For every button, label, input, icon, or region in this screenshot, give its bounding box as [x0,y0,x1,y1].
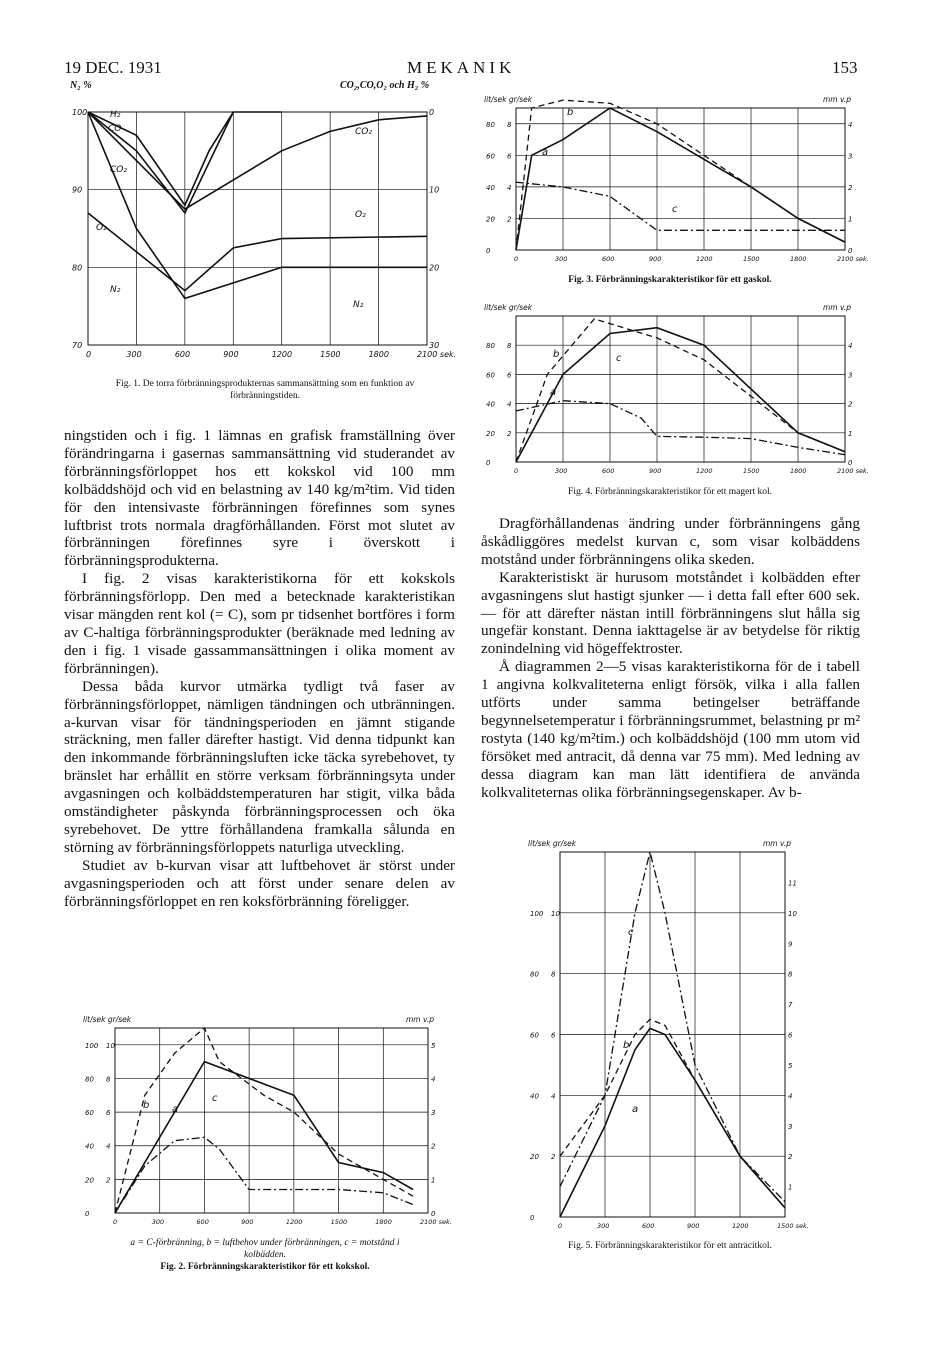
fig5-gr-tick: 8 [551,970,556,979]
fig5-lit-tick: 60 [530,1031,539,1040]
left-paragraph: I fig. 2 visas karakteristikorna för ett kokskols förbränningsförlopp. Den med a betecknade karakteristikan visar mängden rent kol (= C), som pr tidsenhet bortföres i form av C-haltiga förbränningsprodukter (beräknade med ledning av den i fig. 1 visade gassammansättningen i olika moment av förbränningen). [64,570,455,677]
fig5-series-a [560,1028,785,1217]
fig1-curve-label: H₂ [110,110,121,120]
fig2-caption-number: Fig. 2. [160,1262,186,1272]
fig4-x-tick: 300 [555,467,568,475]
fig5-gr-tick: 6 [551,1031,556,1040]
fig5-curve-label: a [632,1104,639,1115]
fig1-left-axis-title: N₂ % [70,80,92,91]
fig4-curve-label: c [616,353,622,364]
fig1-x-tick: 2100 sek. [417,350,457,359]
fig4-mm-tick: 4 [848,342,853,351]
fig3-lit-tick: 20 [486,215,495,224]
fig4-series-a [516,328,845,462]
fig1-right-tick: 10 [429,185,440,195]
fig4-lit-tick: 0 [486,459,491,467]
fig4-mm-tick: 0 [848,459,853,467]
fig2-mm-tick: 0 [431,1210,436,1218]
fig1-x-tick: 1200 [271,350,293,359]
fig5-caption: Förbränningskarakteristikor för ett antracitkol. [595,1241,772,1251]
fig2-frame [115,1028,428,1213]
fig3-gr-tick: 6 [507,152,512,161]
fig5-curve-label: c [628,927,634,938]
fig4-lit-tick: 60 [486,371,495,380]
fig2-ylabel-left: lit/sek gr/sek [83,1015,132,1024]
fig4-curve-label: b [553,349,560,360]
fig3-mm-tick: 1 [848,215,853,224]
fig1-curve-label: CO [108,124,122,134]
fig4-mm-tick: 3 [848,371,853,380]
fig1-left-tick: 100 [72,108,88,117]
fig4-ylabel-left: lit/sek gr/sek [484,303,533,312]
fig3-x-tick: 1500 [743,255,760,263]
fig5-gr-tick: 10 [551,909,560,918]
fig1-x-tick: 300 [126,350,142,359]
fig3-lit-tick: 0 [486,247,491,255]
fig2-x-tick: 1800 [375,1218,392,1226]
fig2-gr-tick: 8 [106,1075,111,1084]
fig5-mm-tick: 4 [788,1092,793,1101]
header-page-number: 153 [832,58,858,77]
fig1-x-tick: 600 [174,350,191,359]
fig1-right-tick: 20 [429,263,440,273]
header-journal: MEKANIK [407,58,516,77]
fig4-x-tick: 1800 [790,467,807,475]
fig4-gr-tick: 6 [507,371,512,380]
fig2-caption: Förbränningskarakteristikor för ett kokskol. [187,1262,370,1272]
fig5-mm-tick: 6 [788,1031,793,1040]
fig4-gr-tick: 4 [507,400,512,409]
fig5-mm-tick: 10 [788,909,797,918]
fig2-caption-legend: a = C-förbränning, b = luftbehov under förbränningen, c = motstånd i kolbädden. [130,1238,400,1260]
fig4-x-tick: 900 [649,467,662,475]
fig4-gr-tick: 8 [507,342,512,351]
fig3-gr-tick: 8 [507,120,512,129]
fig1-curve-label: O₂ [355,210,366,220]
fig5-ylabel-right: mm v.p [763,839,791,848]
fig2-mm-tick: 5 [431,1041,436,1050]
fig1-right-axis-title: CO₂,CO,O₂ och H₂ % [340,80,430,91]
left-paragraph: Studiet av b-kurvan visar att luftbehovet är störst under avgasningsperioden och att först under senare delen av förbränningsförloppet en ren koksförbränning föreligger. [64,856,455,910]
fig1-right-tick: 30 [429,341,440,350]
fig3-x-tick: 2100 sek. [837,255,869,263]
fig2-mm-tick: 3 [431,1109,436,1118]
fig4-curve-label: a [550,387,557,398]
fig4-x-tick: 600 [602,467,615,475]
fig1-x-tick: 900 [223,350,239,359]
fig3-series-a [516,108,845,250]
fig2-x-tick: 0 [113,1218,118,1226]
fig2-x-tick: 600 [196,1218,209,1226]
fig3-x-tick: 1200 [696,255,713,263]
fig4-series-c [516,401,845,455]
fig2-gr-tick: 2 [106,1176,111,1185]
fig5-mm-tick: 7 [788,1001,793,1010]
fig2-x-tick: 300 [151,1218,165,1226]
fig1-x-tick: 1500 [320,350,341,359]
fig2-x-tick: 1200 [285,1218,303,1226]
fig5-lit-tick: 100 [530,909,544,918]
fig3-caption: Förbränningskarakteristikor för ett gaskol. [595,275,772,285]
fig3-mm-tick: 3 [848,152,853,161]
fig2-gr-tick: 4 [106,1142,111,1151]
fig5-x-tick: 600 [642,1222,655,1230]
fig3-lit-tick: 40 [486,183,495,192]
right-paragraph: Karakteristiskt är hurusom motståndet i kolbädden efter avgasningens slut hastigt sjunker — i detta fall efter 600 sek. — för att därefter nästan intill förbränningens slut hålla sig ungefär konstant. Denna iakttagelse är av betydelse för riktig zonindelning vid högeffektroster. [481,568,860,658]
fig2-x-tick: 1500 [330,1218,348,1226]
fig3-x-tick: 0 [514,255,519,263]
fig2-mm-tick: 2 [431,1142,436,1151]
fig2-curve-label: c [212,1093,218,1104]
fig1-curve-label: CO₂ [110,165,127,175]
fig3-mm-tick: 4 [848,120,853,129]
fig4-lit-tick: 80 [486,342,495,351]
right-paragraph: Å diagrammen 2—5 visas karakteristikorna för de i tabell 1 angivna kolkvaliteterna enligt försök, vilka i alla fallen utförts under samma betingelser beträffande begynnelsetemperatur i förbränningsrummet, belastning pr m² rostyta (140 kg/m²tim.) och kolbäddshöjd (100 mm utom vid försöket med antracit, då denna var 75 mm). Med ledning av dessa diagram kan man lätt identifiera de använda kolkvaliteternas olika förbränningsegenskaper. Av b- [481,658,860,801]
fig2-lit-tick: 60 [85,1109,94,1118]
fig5-mm-tick: 5 [788,1061,793,1070]
fig3-x-tick: 300 [555,255,568,263]
fig3-series-c [516,182,845,230]
left-paragraph: ningstiden och i fig. 1 lämnas en grafisk framställning över förändringarna i gasernas sammansättning vid studerandet av förbränningsförloppet hos ett kokskol vid 100 mm kolbäddshöjd och vid en belastning av 140 kg/m²tim. Vid tiden för den intensivaste förbränningen förefinnes som synes luftbrist trots normala dragförhållanden. Först mot slutet av förbränningen förefinnes syre i överskott i förbränningsprodukterna. [64,427,455,570]
fig2-x-tick: 900 [241,1218,254,1226]
fig5-x-tick: 0 [558,1222,563,1230]
fig2-mm-tick: 4 [431,1075,436,1084]
fig5-lit-tick: 0 [530,1214,535,1222]
fig2-lit-tick: 40 [85,1142,94,1151]
fig4-x-tick: 2100 sek. [837,467,869,475]
fig5-ylabel-left: lit/sek gr/sek [528,839,577,848]
fig1-curve-label: O₂ [96,223,107,233]
fig5-mm-tick: 9 [788,940,793,949]
fig3-curve-label: a [542,147,549,158]
fig5-mm-tick: 1 [788,1183,793,1192]
fig2-lit-tick: 80 [85,1075,94,1084]
fig2-x-tick: 2100 sek. [420,1218,452,1226]
fig1-right-tick: 0 [429,108,435,117]
fig2-gr-tick: 10 [106,1041,115,1050]
fig4-caption-number: Fig. 4. [568,487,593,497]
fig3-x-tick: 900 [649,255,662,263]
fig1-x-tick: 0 [86,350,92,359]
fig2-mm-tick: 1 [431,1176,436,1185]
right-paragraph: Dragförhållandenas ändring under förbränningens gång åskådliggöres medelst kurvan c, som visar kolbäddens motstånd under förbränningens olika skeden. [481,515,860,568]
fig4-x-tick: 0 [514,467,519,475]
fig3-lit-tick: 80 [486,120,495,129]
fig1-curve-label: CO₂ [355,127,372,137]
fig3-curve-label: b [567,107,574,118]
fig3-frame [516,108,845,250]
fig3-ylabel-right: mm v.p [823,95,851,104]
fig1-left-tick: 80 [72,263,83,273]
fig1-curve-label: N₂ [110,285,121,295]
fig2-lit-tick: 0 [85,1210,90,1218]
fig4-caption: Förbränningskarakteristikor för ett magert kol. [594,487,772,497]
fig1-caption-number: Fig. 1. [115,379,141,389]
fig4-frame [516,316,845,462]
fig4-mm-tick: 2 [848,400,853,409]
fig3-curve-label: c [672,204,678,215]
fig1-left-tick: 90 [72,185,83,195]
fig5-series-b [560,1019,785,1208]
fig5-mm-tick: 3 [788,1122,793,1131]
fig4-gr-tick: 2 [507,429,512,438]
fig3-x-tick: 1800 [790,255,807,263]
fig2-curve-label: a [172,1104,179,1115]
fig1-left-tick: 70 [72,341,83,350]
fig5-lit-tick: 80 [530,970,539,979]
fig4-lit-tick: 40 [486,400,495,409]
fig3-series-b [516,100,845,250]
fig5-mm-tick: 11 [788,879,797,888]
fig3-mm-tick: 2 [848,183,853,192]
fig4-x-tick: 1200 [696,467,713,475]
fig3-gr-tick: 4 [507,183,512,192]
fig5-gr-tick: 4 [551,1092,556,1101]
fig4-lit-tick: 20 [486,429,495,438]
fig5-lit-tick: 40 [530,1092,539,1101]
fig3-gr-tick: 2 [507,215,512,224]
fig5-gr-tick: 2 [551,1153,556,1162]
fig5-x-tick: 1500 sek. [777,1222,809,1230]
left-paragraph: Dessa båda kurvor utmärka tydligt två faser av förbränningsförloppet, nämligen tändningen och utbränningen. a-kurvan visar för tändningsperioden en jämnt stigande sträckning, men faller därefter hastigt. Vid denna tidpunkt kan den inkommande förbränningsluften icke täcka syrebehovet, ty bränslet har erhållit en större verksam förbränningsyta under avgasningen och kolbäddstemperaturen har stigit, vilka båda omständigheter påskynda förbränningsprocessen och öka syrebehovet. De yttre förhållandena framkalla sålunda en störning av förbränningsförloppets naturliga utveckling. [64,677,455,856]
fig1-curve-label: N₂ [353,300,364,310]
fig2-curve-label: b [143,1100,150,1111]
fig4-ylabel-right: mm v.p [823,303,851,312]
fig4-series-b [516,319,845,462]
fig3-x-tick: 600 [602,255,615,263]
fig5-lit-tick: 20 [530,1153,539,1162]
fig4-x-tick: 1500 [743,467,760,475]
header-date: 19 DEC. 1931 [64,58,162,77]
fig2-gr-tick: 6 [106,1109,111,1118]
fig3-caption-number: Fig. 3. [568,275,594,285]
fig2-lit-tick: 100 [85,1041,99,1050]
fig5-x-tick: 1200 [732,1222,749,1230]
fig5-curve-label: b [623,1040,630,1051]
fig1-caption: De torra förbränningsprodukternas sammansättning som en funktion av förbränningstiden. [142,379,415,401]
fig5-mm-tick: 2 [788,1153,793,1162]
fig5-x-tick: 900 [687,1222,700,1230]
fig2-ylabel-right: mm v.p [406,1015,434,1024]
fig5-x-tick: 300 [597,1222,610,1230]
fig5-caption-number: Fig. 5. [568,1241,593,1251]
fig2-lit-tick: 20 [85,1176,94,1185]
fig3-mm-tick: 0 [848,247,853,255]
fig5-mm-tick: 8 [788,970,793,979]
fig4-mm-tick: 1 [848,429,853,438]
fig1-x-tick: 1800 [368,350,389,359]
fig3-lit-tick: 60 [486,152,495,161]
fig3-ylabel-left: lit/sek gr/sek [484,95,533,104]
